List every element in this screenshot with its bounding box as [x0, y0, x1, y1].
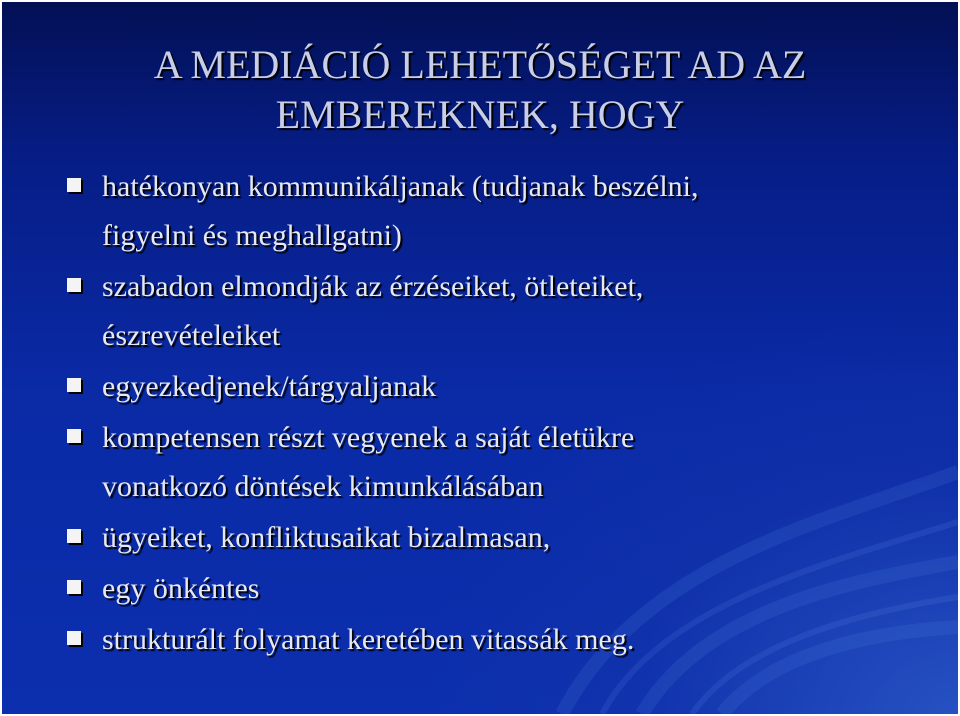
square-bullet-icon	[67, 178, 81, 192]
bullet-text-line: hatékonyan kommunikáljanak (tudjanak beszélni,	[102, 170, 699, 203]
bullet-item	[66, 362, 926, 411]
bullet-text-line: szabadon elmondják az érzéseiket, ötleteiket,	[102, 270, 644, 303]
bullet-text-line: kompetensen részt vegyenek a saját életükre	[102, 421, 635, 454]
square-bullet-icon	[67, 529, 81, 543]
slide	[2, 2, 958, 714]
bullet-text-line: egyezkedjenek/tárgyaljanak	[102, 370, 437, 403]
bullet-text-line: ügyeiket, konfliktusaikat bizalmasan,	[102, 521, 551, 554]
square-bullet-icon	[67, 278, 81, 292]
bullet-list	[66, 162, 926, 666]
bullet-text-line: egy önkéntes	[102, 572, 260, 605]
bullet-item	[66, 162, 926, 260]
bullet-text-line: strukturált folyamat keretében vitassák meg.	[102, 623, 635, 656]
square-bullet-icon	[67, 429, 81, 443]
bullet-text-line: figyelni és meghallgatni)	[102, 219, 402, 252]
square-bullet-icon	[67, 631, 81, 645]
bullet-item	[66, 262, 926, 360]
slide-title-line: EMBEREKNEK, HOGY	[275, 92, 685, 137]
bullet-text-line: észrevételeiket	[102, 319, 281, 352]
square-bullet-icon	[67, 580, 81, 594]
bullet-item	[66, 564, 926, 613]
slide-title	[2, 40, 958, 140]
square-bullet-icon	[67, 378, 81, 392]
bullet-text-line: vonatkozó döntések kimunkálásában	[102, 470, 544, 503]
bullet-item	[66, 513, 926, 562]
bullet-item	[66, 413, 926, 511]
bullet-item	[66, 615, 926, 664]
slide-title-line: A MEDIÁCIÓ LEHETŐSÉGET AD AZ	[153, 42, 807, 87]
